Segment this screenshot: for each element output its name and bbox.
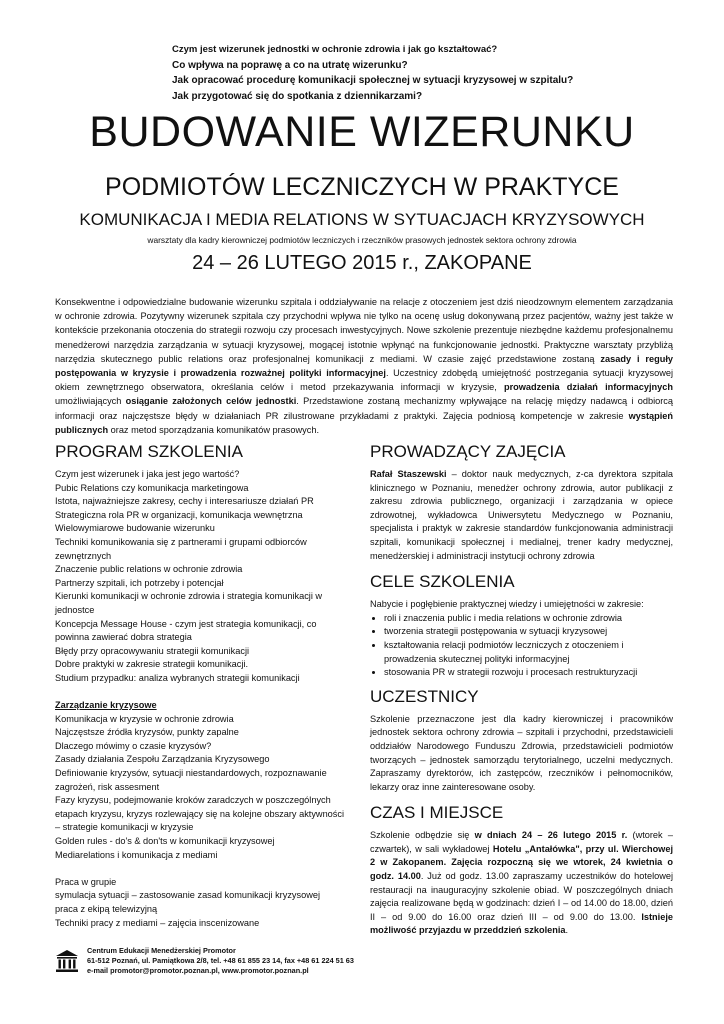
participants-text: Szkolenie przeznaczone jest dla kadry kierowniczej i pracowników jednostek sektora ochrony zdrowia – szpitali i przychodni, przedstawicieli oddziałów Narodowego Funduszu Zdrowia, przedstawicieli podmiotów tworzących – jednostek samorządu terytorialnego, uczelni medycznych. Zapraszamy dyrektorów, ich zastępców, rzeczników i pełnomocników, lekarzy oraz inne zainteresowane osoby. <box>370 713 673 792</box>
question-2: Co wpływa na poprawę a co na utratę wizerunku? <box>172 59 408 71</box>
list-item: Znaczenie public relations w ochronie zdrowia <box>55 564 243 575</box>
list-item: Golden rules - do's & don'ts w komunikacji kryzysowej <box>55 836 275 847</box>
list-item: Koncepcja Message House - czym jest strategia komunikacji, co powinna zawierać dobra strategia <box>55 618 317 643</box>
list-item: Czym jest wizerunek i jaka jest jego wartość? <box>55 469 240 479</box>
goals-heading: CELE SZKOLENIA <box>370 572 515 592</box>
time-place-heading: CZAS I MIEJSCE <box>370 803 504 823</box>
footer <box>55 946 475 986</box>
crisis-subheading: Zarządzanie kryzysowe <box>55 700 157 711</box>
list-item: praca z ekipą telewizyjną <box>55 904 158 914</box>
group-work-list <box>55 876 350 930</box>
footer-org: Centrum Edukacji Menedżerskiej Promotor <box>87 946 236 955</box>
list-item: • tworzenia strategii postępowania w sytuacji kryzysowej <box>384 625 673 639</box>
list-item: Błędy przy opracowywaniu strategii komunikacji <box>55 645 250 656</box>
list-item: Dobre praktyki w zakresie strategii komunikacji. <box>55 659 249 670</box>
participants-heading: UCZESTNICY <box>370 686 479 706</box>
audience-line: warsztaty dla kadry kierowniczej podmiotów leczniczych i rzeczników prasowych jednostek sektora ochrony zdrowia <box>147 235 577 245</box>
list-item: • stosowania PR w strategii rozwoju i procesach restrukturyzacji <box>384 666 673 680</box>
main-title: BUDOWANIE WIZERUNKU <box>89 108 635 156</box>
trainer-bio: Rafał Staszewski – doktor nauk medycznych, z-ca dyrektora szpitala klinicznego w Poznaniu, menedżer ochrony zdrowia, autor publikacji z zakresu zdrowia publicznego, organizacji i zarządzania w opiece zdrowotnej, wykładowca Uniwersytetu Medycznego w Poznaniu, specjalista i praktyk w zakresie standardów funkcjonowania administracji szpitali, komunikacji społecznej i medialnej, trener kadry medycznej, menedżerskiej i administracji instytucji ochrony zdrowia <box>370 469 673 561</box>
trainer-name: Rafał Staszewski <box>370 469 447 479</box>
list-item: Pubic Relations czy komunikacja marketingowa <box>55 482 249 493</box>
list-item: • kształtowania relacji podmiotów leczniczych z otoczeniem i prowadzenia skutecznej polityki informacyjnej <box>384 639 673 666</box>
details-column <box>370 441 673 946</box>
list-item: Dlaczego mówimy o czasie kryzysów? <box>55 740 212 751</box>
date-place: 24 – 26 LUTEGO 2015 r., ZAKOPANE <box>192 252 532 274</box>
list-item: Partnerzy szpitali, ich potrzeby i potencjał <box>55 577 224 588</box>
footer-contact[interactable]: e-mail promotor@promotor.poznan.pl, www.promotor.poznan.pl <box>87 966 309 975</box>
list-item: Zasady działania Zespołu Zarządzania Kryzysowego <box>55 754 270 765</box>
list-item: Istota, najważniejsze zakresy, cechy i interesariusze działań PR <box>55 496 314 507</box>
goals-lead: Nabycie i pogłębienie praktycznej wiedzy i umiejętności w zakresie: <box>370 599 644 610</box>
list-item: Kierunki komunikacji w ochronie zdrowia i strategia komunikacji w jednostce <box>55 591 323 615</box>
list-item: Strategiczna rola PR w organizacji, komunikacja wewnętrzna <box>55 509 303 520</box>
question-4: Jak przygotować się do spotkania z dziennikarzami? <box>172 90 423 102</box>
subtitle: PODMIOTÓW LECZNICZYCH W PRAKTYCE <box>105 173 619 201</box>
list-item: Fazy kryzysu, podejmowanie kroków zaradczych w poszczególnych etapach kryzysu, kryzys rozlewający się na kolejne obszary aktywności – strategie komunikacji w kryzysie <box>55 795 345 833</box>
list-item: Wielowymiarowe budowanie wizerunku <box>55 523 215 534</box>
footer-text <box>87 946 354 976</box>
program-list <box>55 468 350 686</box>
questions-block <box>172 42 642 104</box>
crisis-list <box>55 713 350 863</box>
question-1: Czym jest wizerunek jednostki w ochronie zdrowia i jak go kształtować? <box>172 44 498 55</box>
question-3: Jak opracować procedurę komunikacji społecznej w sytuacji kryzysowej w szpitalu? <box>172 75 574 86</box>
list-item: Techniki komunikowania się z partnerami i grupami odbiorców zewnętrznych <box>55 536 307 561</box>
intro-paragraph: Konsekwentne i odpowiedzialne budowanie wizerunku szpitala i oddziaływanie na relacje z otoczeniem jest dziś nieodzownym elementem zarządzania w ochronie zdrowia. Pozytywny wizerunek szpitala czy przychodni wpływa nie tylko na ocenę usług dokonywaną przez pacjentów, ważny jest także w kontekście przekonania otoczenia do strategii rozwoju czy procesach inwestycyjnych. Nowe szkolenie prezentuje niezbędne każdemu profesjonalnemu menedżerowi narzędzia zarządzania w sytuacji kryzysowej, mogącej istotnie wpłynąć na funkcjonowanie jednostki. Praktyczne warsztaty przybliżą narzędzia skutecznego public relations oraz profesjonalnej komunikacji z mediami. W czasie zajęć przedstawione zostaną zasady i reguły postępowania w kryzysie i prowadzenia rozważnej polityki informacyjnej. Uczestnicy zdobędą umiejętność postrzegania sytuacji kryzysowej okiem zewnętrznego obserwatora, określania celów i metod przekazywania informacji w kryzysie, prowadzenia działań informacyjnych umożliwiających osiąganie założonych celów jednostki. Przedstawione zostaną mechanizmy wpływające na relację między nadawcą i odbiorcą informacji oraz najczęstsze błędy w działaniach PR zilustrowane przykładami z praktyki. Zajęcia podniosą kompetencje w zakresie wystąpień publicznych oraz metod sporządzania komunikatów prasowych. <box>55 297 673 435</box>
list-item: symulacja sytuacji – zastosowanie zasad komunikacji kryzysowej <box>55 890 321 901</box>
footer-address: 61-512 Poznań, ul. Pamiątkowa 2/8, tel. +48 61 855 23 14, fax +48 61 224 51 63 <box>87 956 354 965</box>
list-item: Techniki pracy z mediami – zajęcia inscenizowane <box>55 917 260 928</box>
program-column <box>55 441 350 930</box>
list-item: Definiowanie kryzysów, sytuacji niestandardowych, rozpoznawanie zagrożeń, risk assesment <box>55 768 327 792</box>
list-item: • roli i znaczenia public i media relations w ochronie zdrowia <box>384 612 673 626</box>
list-item: Praca w grupie <box>55 876 117 887</box>
topic-line: KOMUNIKACJA I MEDIA RELATIONS W SYTUACJACH KRYZYSOWYCH <box>79 210 645 229</box>
program-heading: PROGRAM SZKOLENIA <box>55 442 243 461</box>
list-item: Komunikacja w kryzysie w ochronie zdrowia <box>55 713 234 724</box>
building-columns-icon <box>55 949 79 973</box>
time-place-text: Szkolenie odbędzie się w dniach 24 – 26 lutego 2015 r. (wtorek – czwartek), w sali wykładowej Hotelu „Antałówka", przy ul. Wierchowej 2 w Zakopanem. Zajęcia rozpoczną się we wtorek, 24 kwietnia o godz. 14.00. Już od godz. 13.00 zapraszamy uczestników do hotelowej restauracji na inauguracyjny szkolenie obiad. W poszczególnych dniach zajęcia realizowane będą w godzinach: dzień I – od 14.00 do 18.00, dzień II – od 9.00 do 16.00 oraz dzień III – od 9.00 do 13.00. Istnieje możliwość przyjazdu w przeddzień szkolenia. <box>370 830 674 936</box>
list-item: Najczęstsze źródła kryzysów, punkty zapalne <box>55 727 239 738</box>
trainer-heading: PROWADZĄCY ZAJĘCIA <box>370 442 566 461</box>
list-item: Studium przypadku: analiza wybranych strategii komunikacji <box>55 672 300 683</box>
list-item: Mediarelations i komunikacja z mediami <box>55 849 218 860</box>
goals-list <box>370 612 673 680</box>
